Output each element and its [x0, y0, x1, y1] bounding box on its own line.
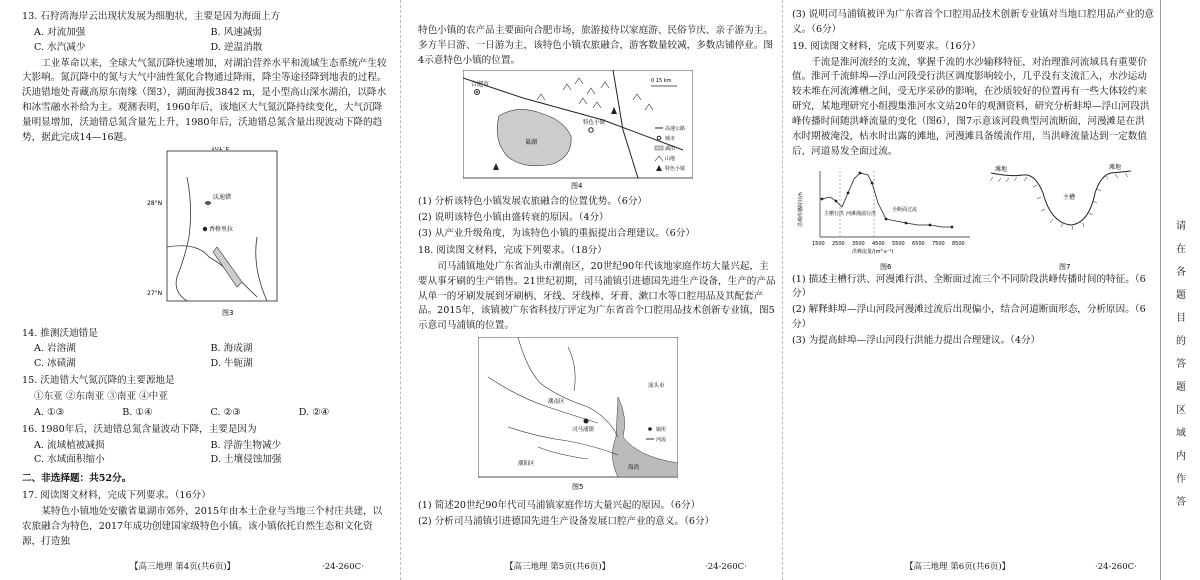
question-17-2: (2) 说明该特色小镇由盛转衰的原因。（4分）: [418, 212, 609, 224]
svg-text:4500: 4500: [872, 240, 885, 247]
svg-text:巢湖: 巢湖: [525, 138, 538, 146]
question-17: 17. 阅读图文材料，完成下列要求。（16分）: [22, 490, 211, 502]
question-15: 15. 沃迪错大气氮沉降的主要源地是: [22, 375, 175, 387]
svg-text:洪峰传播时间/h: 洪峰传播时间/h: [798, 191, 804, 227]
answer-instruction-sidebar: [1160, 0, 1200, 580]
svg-text:司马浦镇: 司马浦镇: [572, 427, 595, 434]
figure-3-caption: 图3: [222, 308, 234, 317]
svg-text:海湾: 海湾: [628, 465, 640, 472]
question-17-1: (1) 分析该特色小镇发展农旅融合的位置优势。（6分）: [418, 196, 648, 208]
question-19-text: 千流是淮河流经的支流，掌握千流的水沙输移特征，对治理淮河流域具有重要价值。淮河千流蚌埠—浮山河段受行洪区调度影响较小，几乎没有支流汇入，水沙运动较未堆在河流滩槽之间，受无序采砂的影响，在沙质较好的位置再有一些大体较约来研究，某地理研究小组搜集淮河水文站20年的观测资料，研究分析蚌埠—浮山河段洪峰传播时间随洪峰流量的变化（图6），图7示意该河段典型河流断面，河漫滩是在洪水时期被淹没，枯水时出露的滩地，河漫滩具备缓流作用，当洪峰流量达到一定数值后，河道易发全面过流。: [792, 56, 1150, 157]
question-18: 18. 阅读图文材料，完成下列要求。（18分）: [418, 245, 607, 257]
svg-text:8500: 8500: [952, 240, 965, 247]
svg-text:汕头市: 汕头市: [648, 383, 665, 390]
question-14-options: A. 岩溶湖 B. 海成湖 C. 冰碛湖 D. 牛轭湖: [34, 343, 253, 370]
question-16-options: A. 流域植被减损 B. 浮游生物减少 C. 水域面积缩小 D. 土壤侵蚀加强: [34, 439, 282, 466]
question-17-text: 某特色小镇地处安徽省巢湖市郊外，2015年由本土企业与当地三个村庄共建，以农旅融合为特色，2017年成功创建国家级特色小镇。该小镇依托自然生态和文化资源，打造独: [22, 506, 383, 547]
svg-text:3500: 3500: [852, 240, 865, 247]
page-4: [22, 0, 387, 580]
svg-text:2500: 2500: [832, 240, 845, 247]
page-6-code: ·24-260C·: [1095, 562, 1137, 572]
figure-6-caption: 图6: [880, 262, 892, 271]
svg-text:全断面过流: 全断面过流: [892, 206, 918, 213]
passage-14-16: 工业革命以来，全球大气氮沉降快速增加，对湖泊营养水平和流域生态系统产生较大影响。氮沉降中的氮与大气中油性氮化合物通过降雨，降尘等途径降到地表的过程。沃迪错地处青藏高原东南缘（图3），湖面海拔3842 m，是小型高山深水湖泊，以降水和冰雪融水补给为主。观测表明，1960年后，该地区大气氮沉降持续变化，大气沉降量明显增加，沃迪错总氮含量先上升，1980年后，沃迪错总氮含量出现波动下降的趋势，据此完成14—16题。: [22, 57, 387, 143]
page-6: [792, 0, 1154, 580]
svg-text:城市: 城市: [665, 135, 676, 142]
page-4-code: ·24-260C·: [322, 562, 364, 572]
question-19-2: (2) 解释蚌埠—浮山河段河漫滩过流后出现偏小，结合河道断面形态，分析原因。（6分）: [792, 304, 1146, 331]
question-15-options: A. ①③ B. ①④ C. ②③ D. ②④: [34, 406, 330, 418]
figure-7-cross-section: [981, 163, 1151, 273]
column-separator: [400, 0, 401, 580]
question-19-1: (1) 描述主槽行洪、河漫滩行洪、全断面过流三个不同阶段洪峰传播时间的特征。（6分）: [792, 273, 1146, 300]
svg-text:7500: 7500: [932, 240, 945, 247]
figure-4-map: [463, 70, 693, 190]
figure-4-caption: 图4: [571, 181, 583, 190]
svg-text:特色小镇: 特色小镇: [665, 165, 686, 172]
svg-text:合肥市: 合肥市: [471, 80, 490, 88]
question-15-items: ①东亚 ②东南亚 ③南亚 ④中亚: [34, 391, 168, 403]
svg-text:滩地: 滩地: [1109, 163, 1122, 171]
page-5-footer: 【高三地理 第5页(共6页)】: [505, 562, 611, 572]
svg-text:1500: 1500: [812, 240, 825, 247]
svg-text:潮阳区: 潮阳区: [518, 461, 535, 468]
svg-text:河流: 河流: [656, 437, 667, 444]
page-5-code: ·24-260C·: [705, 562, 747, 572]
sidebar-text: 请在各题目的答题区域内作答: [1176, 221, 1186, 508]
svg-text:镇所: 镇所: [656, 427, 667, 434]
svg-text:湖泊: 湖泊: [665, 145, 676, 152]
svg-text:滩地: 滩地: [995, 165, 1008, 173]
svg-text:香格里拉: 香格里拉: [209, 225, 234, 233]
page-6-footer: 【高三地理 第6页(共6页)】: [905, 562, 1011, 572]
question-14: 14. 推测沃迪错是: [22, 327, 98, 339]
page-4-footer: 【高三地理 第4页(共6页)】: [130, 562, 236, 572]
question-17-3: (3) 从产业升级角度，为该特色小镇的重振提出合理建议。（6分）: [418, 228, 695, 240]
figure-7-caption: 图7: [1059, 262, 1071, 271]
figure-6-chart: [792, 163, 977, 273]
figure-5-map: [478, 337, 678, 493]
question-13: 13. 石狩湾海岸云出现状发展为细胞状，主要是因为海面上方: [22, 11, 281, 22]
question-19: 19. 阅读图文材料，完成下列要求。（16分）: [792, 40, 981, 52]
section-2-heading: 二、非选择题：共52分。: [22, 473, 132, 485]
svg-text:高速公路: 高速公路: [665, 125, 686, 132]
svg-text:5500: 5500: [892, 240, 905, 247]
svg-text:101°E: 101°E: [211, 146, 230, 152]
svg-text:主槽: 主槽: [1063, 193, 1076, 201]
svg-text:潮南区: 潮南区: [548, 399, 565, 406]
svg-text:0 15 km: 0 15 km: [651, 77, 672, 84]
question-18-3: (3) 说明司马浦镇被评为广东省首个口腔用品技术创新专业镇对当地口腔用品产业的意义。（6分）: [792, 9, 1155, 35]
page-5: [418, 0, 778, 580]
svg-text:山地: 山地: [665, 155, 676, 162]
svg-text:洪峰流量/(m³·s⁻¹): 洪峰流量/(m³·s⁻¹): [852, 248, 894, 255]
question-18-2: (2) 分析司马浦镇引进德国先进生产设备发展口腔产业的意义。（6分）: [418, 515, 715, 527]
figure-3-map: [147, 147, 297, 319]
svg-text:28°N: 28°N: [147, 199, 163, 207]
svg-text:河滩漫溢行洪: 河滩漫溢行洪: [846, 210, 877, 217]
svg-text:沃迪错: 沃迪错: [213, 193, 232, 201]
svg-text:27°N: 27°N: [147, 289, 163, 297]
question-18-text: 司马浦镇地处广东省汕头市潮南区，20世纪90年代该地家庭作坊大量兴起，主要从事牙刷的生产销售。21世纪初期，司马浦镇引进德国先进生产设备，生产的产品从单一的牙刷发展到牙刷柄、牙线、牙线棒、牙膏、漱口水等口腔用品及其配套产品。2015年，该镇被广东省科技厅评定为广东省首个口腔用品技术创新专业镇，图5示意司马浦镇的位置。: [418, 260, 776, 332]
svg-text:6500: 6500: [912, 240, 925, 247]
figures-6-7: [792, 163, 1154, 273]
figure-5-caption: 图5: [572, 483, 584, 492]
column-separator: [782, 0, 783, 580]
question-13-options: A. 对流加强 B. 风速减弱 C. 水汽减少 D. 逆温消散: [34, 26, 263, 53]
svg-text:主槽行洪: 主槽行洪: [824, 210, 845, 217]
svg-text:特色小镇: 特色小镇: [583, 119, 606, 126]
question-16: 16. 1980年后，沃迪错总氮含量波动下降，主要是因为: [22, 423, 257, 435]
question-19-3: (3) 为提高蚌埠—浮山河段行洪能力提出合理建议。（4分）: [792, 335, 1041, 347]
question-18-1: (1) 简述20世纪90年代司马浦镇家庭作坊大量兴起的原因。（6分）: [418, 500, 701, 512]
question-17-text-cont: 特色小镇的农产品主要面向合肥市场，旅游接待以家庭游、民俗节庆、亲子游为主。多方半日游、一日游为主，该特色小镇农旅融合，游客数量较减，多数店铺停业。图4示意特色小镇的位置。: [418, 25, 773, 66]
